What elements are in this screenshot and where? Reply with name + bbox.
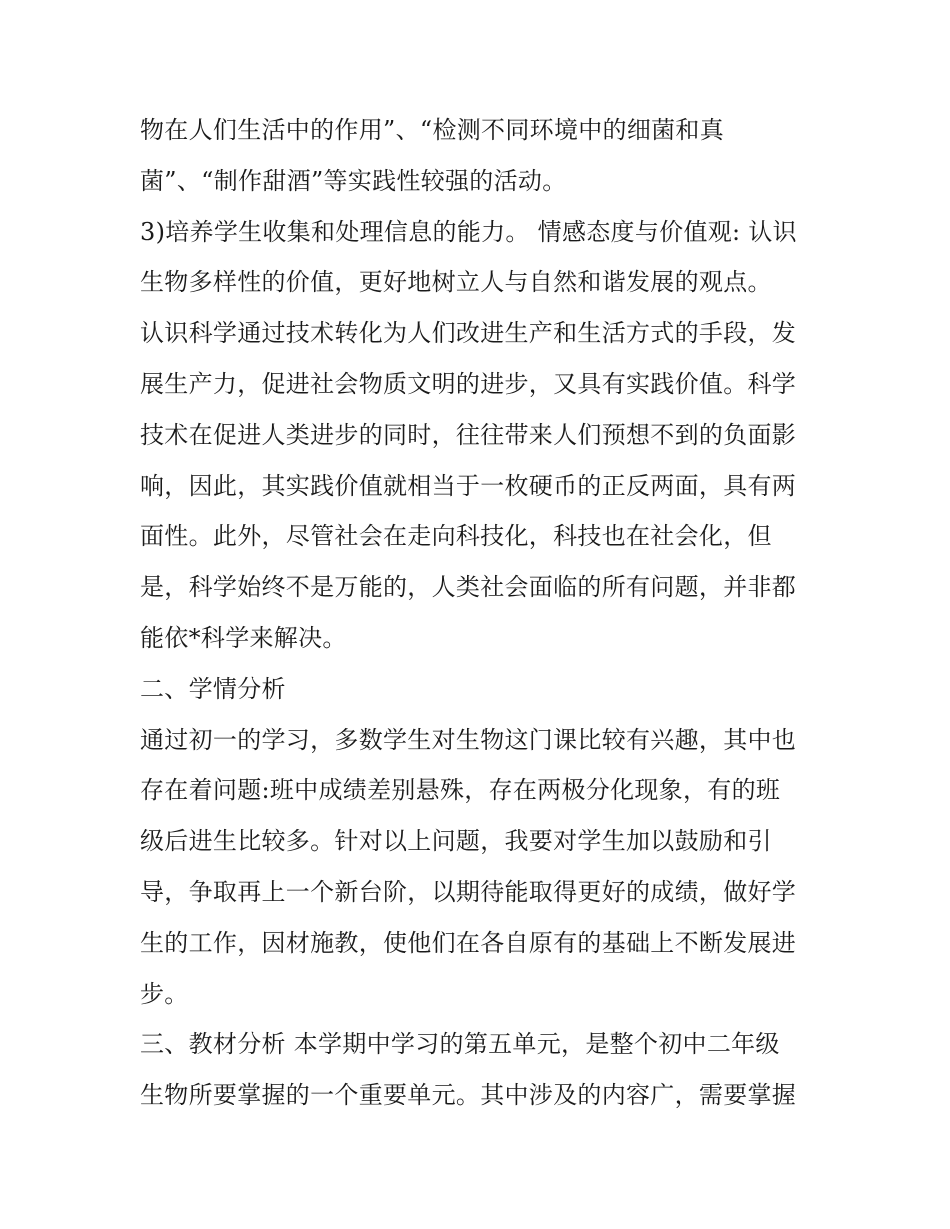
text-line: 面性。此外，尽管社会在走向科技化，科技也在社会化，但 (140, 522, 772, 551)
body-text (140, 105, 830, 1121)
text-line: 菌”、“制作甜酒”等实践性较强的活动。 (140, 166, 567, 195)
text-line: 导，争取再上一个新台阶，以期待能取得更好的成绩，做好学 (140, 877, 797, 906)
text-line: 通过初一的学习，多数学生对生物这门课比较有兴趣，其中也 (140, 725, 797, 754)
text-line: 物在人们生活中的作用”、“检测不同环境中的细菌和真 (140, 116, 725, 144)
text-line: 步。 (140, 979, 189, 1008)
section-heading: 三、教材分析 本学期中学习的第五单元，是整个初中二年级 (140, 1030, 780, 1059)
text-line: 生的工作，因材施教，使他们在各自原有的基础上不断发展进 (140, 928, 797, 957)
text-line: 技术在促进人类进步的同时，往往带来人们预想不到的负面影 (140, 420, 797, 449)
text-line: 级后进生比较多。针对以上问题，我要对学生加以鼓励和引 (140, 827, 772, 856)
text-line: 响，因此，其实践价值就相当于一枚硬币的正反两面，具有两 (140, 471, 797, 500)
text-line: 生物所要掌握的一个重要单元。其中涉及的内容广，需要掌握 (140, 1081, 797, 1110)
text-line: 能依*科学来解决。 (140, 623, 347, 652)
text-line: 是，科学始终不是万能的，人类社会面临的所有问题，并非都 (140, 573, 797, 602)
text-line: 存在着问题:班中成绩差别悬殊，存在两极分化现象，有的班 (140, 776, 781, 805)
text-line: 3)培养学生收集和处理信息的能力。 情感态度与价值观: 认识 (140, 217, 797, 246)
text-line: 生物多样性的价值，更好地树立人与自然和谐发展的观点。 (140, 268, 772, 297)
section-heading: 二、学情分析 (140, 674, 286, 703)
text-line: 展生产力，促进社会物质文明的进步，又具有实践价值。科学 (140, 369, 797, 398)
text-line: 认识科学通过技术转化为人们改进生产和生活方式的手段，发 (140, 319, 797, 348)
